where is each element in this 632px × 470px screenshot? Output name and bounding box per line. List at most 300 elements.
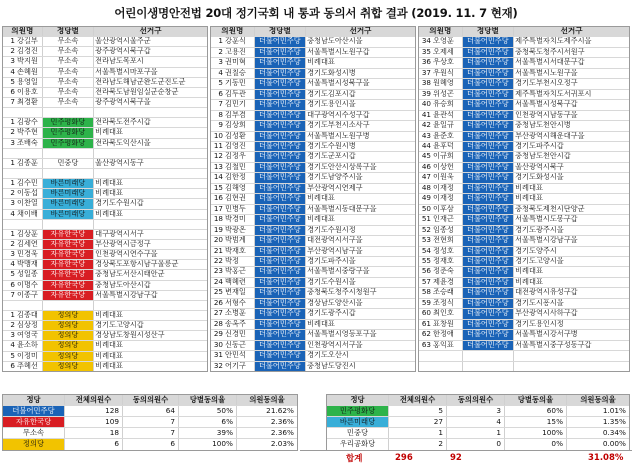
member-district: 경기도광주시갑 — [307, 309, 356, 318]
member-name — [3, 37, 43, 46]
member-party: 무소속 — [43, 37, 95, 46]
member-number: 43 — [421, 131, 431, 140]
member-name — [419, 226, 463, 235]
summary-table-left — [2, 394, 298, 451]
member-party — [43, 169, 95, 178]
member-name — [211, 69, 255, 78]
table-row — [419, 90, 629, 100]
member-name-text: 안민석 — [225, 351, 246, 360]
member-name — [211, 299, 255, 308]
member-table-1 — [2, 26, 208, 372]
table-row — [419, 341, 629, 351]
member-name-text: 한정애 — [433, 330, 454, 339]
summary-total: 128 — [65, 406, 123, 416]
member-number: 4 — [10, 341, 15, 350]
member-district: 경기도부천시소사구 — [307, 121, 370, 130]
member-name — [3, 159, 43, 168]
summary-row — [327, 417, 629, 428]
summary-party: 민중당 — [327, 428, 389, 438]
member-number: 36 — [421, 58, 431, 67]
table-row — [419, 142, 629, 152]
table-row — [419, 205, 629, 215]
member-party: 더불어민주당 — [463, 330, 515, 339]
member-party: 더불어민주당 — [255, 194, 307, 203]
member-party: 더불어민주당 — [463, 184, 515, 193]
table-row — [419, 69, 629, 79]
member-party: 무소속 — [43, 88, 95, 97]
member-name — [419, 121, 463, 130]
table-row — [3, 149, 207, 159]
member-name — [3, 352, 43, 361]
member-party: 무소속 — [43, 47, 95, 56]
member-name-text: 추혜선 — [17, 361, 38, 370]
table-row — [211, 142, 415, 152]
member-district: 경기도화성시병 — [307, 68, 356, 77]
member-name — [3, 139, 43, 148]
member-name — [211, 58, 255, 67]
member-number: 2 — [10, 189, 15, 198]
member-district: 경기도용인시을 — [307, 100, 356, 109]
member-district — [94, 169, 207, 178]
member-district: 대구광역시수성구갑 — [307, 110, 370, 119]
member-number: 5 — [218, 79, 223, 88]
member-party: 무소속 — [43, 98, 95, 107]
member-name — [211, 320, 255, 329]
member-party: 더불어민주당 — [463, 236, 515, 245]
member-number: 6 — [10, 361, 15, 370]
member-name — [211, 90, 255, 99]
member-number: 60 — [421, 309, 431, 318]
table-row — [419, 226, 629, 236]
member-district: 제주특별자치도서귀포시 — [515, 89, 592, 98]
member-party: 무소속 — [43, 68, 95, 77]
table-row — [211, 121, 415, 131]
member-party: 더불어민주당 — [255, 163, 307, 172]
header-district: 선거구 — [94, 27, 207, 36]
summary-header-cell: 동의의원수 — [123, 395, 179, 405]
member-party: 더불어민주당 — [255, 100, 307, 109]
member-party: 더불어민주당 — [255, 288, 307, 297]
summary-party-rate: 39% — [179, 428, 237, 438]
member-name-text: 김정우 — [225, 152, 246, 161]
summary-header-cell: 당별동의율 — [505, 395, 567, 405]
member-number: 7 — [10, 290, 15, 299]
member-name — [211, 278, 255, 287]
total-label: 합계 — [346, 453, 363, 464]
summary-header-cell: 전체의원수 — [389, 395, 447, 405]
member-number: 52 — [421, 225, 431, 234]
member-name — [3, 179, 43, 188]
member-name-text: 김부겸 — [225, 110, 246, 119]
summary-header-cell: 전체의원수 — [65, 395, 123, 405]
summary-party: 정의당 — [3, 439, 65, 450]
member-name-text: 소병훈 — [225, 309, 246, 318]
header-party: 정당별 — [463, 27, 515, 36]
member-name — [211, 163, 255, 172]
member-name — [419, 247, 463, 256]
summary-party: 무소속 — [3, 428, 65, 438]
member-district: 비례대표 — [95, 310, 123, 319]
header-party: 정당별 — [255, 27, 307, 36]
member-name — [211, 247, 255, 256]
summary-row — [327, 439, 629, 450]
member-district: 비례대표 — [515, 277, 543, 286]
member-party: 더불어민주당 — [255, 236, 307, 245]
member-number: 48 — [421, 183, 431, 192]
member-number: 3 — [10, 250, 15, 259]
member-party — [43, 149, 95, 158]
table-row — [419, 299, 629, 309]
table-row — [211, 100, 415, 110]
member-party: 더불어민주당 — [463, 69, 515, 78]
member-name-text: 윤준호 — [433, 131, 454, 140]
member-district: 울산광역시동구 — [95, 158, 144, 167]
member-party: 더불어민주당 — [255, 132, 307, 141]
member-number: 26 — [213, 298, 223, 307]
member-number: 24 — [213, 277, 223, 286]
member-party: 더불어민주당 — [255, 79, 307, 88]
member-party: 더불어민주당 — [255, 121, 307, 130]
member-number: 34 — [421, 37, 431, 46]
member-number: 58 — [421, 288, 431, 297]
table-row — [211, 37, 415, 47]
member-name — [211, 362, 255, 371]
table-row — [419, 194, 629, 204]
member-number: 42 — [421, 121, 431, 130]
table-row — [211, 69, 415, 79]
member-name-text: 윤관석 — [433, 110, 454, 119]
member-name — [419, 341, 463, 350]
member-district: 서울특별시영등포구을 — [307, 330, 377, 339]
table-row — [3, 57, 207, 67]
header-name: 의원명 — [3, 27, 43, 36]
member-district: 부산광역시남구을 — [307, 246, 363, 255]
summary-party-rate: 50% — [179, 406, 237, 416]
summary-agree: 3 — [447, 406, 505, 416]
member-number: 49 — [421, 194, 431, 203]
member-name-text: 이재정 — [433, 194, 454, 203]
member-party: 더불어민주당 — [463, 309, 515, 318]
member-district: 경기도군포시갑 — [307, 152, 356, 161]
summary-header — [327, 395, 629, 406]
member-number: 7 — [10, 97, 15, 106]
member-party: 바른미래당 — [43, 189, 95, 198]
member-district: 경기도수원시갑 — [95, 199, 144, 208]
member-name-text: 변재일 — [225, 288, 246, 297]
member-party — [463, 362, 515, 371]
member-name-text: 기동민 — [225, 79, 246, 88]
member-district: 경기도고양시갑 — [95, 321, 144, 330]
member-district: 비례대표 — [515, 194, 543, 203]
total-row — [300, 450, 632, 464]
member-name — [419, 330, 463, 339]
member-district: 대전광역시서구을 — [307, 236, 363, 245]
member-district: 충청남도아산시갑 — [95, 280, 151, 289]
member-number: 56 — [421, 267, 431, 276]
member-party: 더불어민주당 — [463, 142, 515, 151]
member-number: 4 — [10, 209, 15, 218]
member-party: 바른미래당 — [43, 199, 95, 208]
table-header — [3, 27, 207, 37]
member-number: 19 — [213, 225, 223, 234]
member-party: 바른미래당 — [43, 179, 95, 188]
member-name-text: 우원식 — [433, 68, 454, 77]
member-name — [3, 341, 43, 350]
summary-member-rate: 0.34% — [602, 428, 626, 437]
member-party: 더불어민주당 — [463, 278, 515, 287]
header-name: 의원명 — [211, 27, 255, 36]
member-name — [3, 281, 43, 290]
table-row — [419, 152, 629, 162]
member-name-text: 김수민 — [17, 179, 38, 188]
member-name — [419, 90, 463, 99]
table-row — [419, 215, 629, 225]
member-district: 비례대표 — [95, 128, 123, 137]
member-district: 서울특별시중구성동구갑 — [515, 340, 592, 349]
member-name — [211, 309, 255, 318]
member-number: 11 — [213, 141, 223, 150]
member-party: 더불어민주당 — [463, 288, 515, 297]
member-party: 정의당 — [43, 331, 95, 340]
member-district: 충청남도서산시태안군 — [95, 270, 165, 279]
member-name-text: 김철민 — [225, 162, 246, 171]
member-district: 경기도오산시 — [307, 351, 349, 360]
member-name — [419, 299, 463, 308]
member-party: 더불어민주당 — [255, 226, 307, 235]
member-name-text: 홍익표 — [433, 340, 454, 349]
table-row — [3, 220, 207, 230]
member-district: 광주광역시북구갑 — [95, 47, 151, 56]
member-name — [419, 142, 463, 151]
table-row — [419, 330, 629, 340]
member-name-text: 임종성 — [433, 225, 454, 234]
member-district: 서울특별시도봉구갑 — [515, 215, 578, 224]
member-name — [419, 267, 463, 276]
member-name-text: 박주현 — [17, 128, 38, 137]
member-district: 충청북도제천시단양군 — [515, 204, 585, 213]
summary-member-rate: 0.00% — [602, 439, 626, 448]
table-row — [3, 118, 207, 128]
member-district: 서울특별시강서구병 — [515, 330, 578, 339]
member-district: 비례대표 — [307, 319, 335, 328]
member-name-text: 김영진 — [225, 141, 246, 150]
member-name — [419, 132, 463, 141]
member-name — [419, 309, 463, 318]
member-party: 더불어민주당 — [463, 257, 515, 266]
member-name-text: 전현희 — [433, 236, 454, 245]
member-number: 5 — [10, 351, 15, 360]
table-row — [211, 79, 415, 89]
member-number: 5 — [10, 270, 15, 279]
member-name-text: 우상호 — [433, 58, 454, 67]
summary-party: 우리공화당 — [327, 439, 389, 450]
summary-party-rate: 100% — [179, 439, 237, 450]
table-row — [3, 108, 207, 118]
member-district: 대구광역시서구 — [95, 229, 144, 238]
member-name-text: 손혜원 — [17, 67, 38, 76]
table-row — [211, 341, 415, 351]
summary-total: 18 — [65, 428, 123, 438]
member-party: 정의당 — [43, 352, 95, 361]
member-name-text: 김민기 — [225, 100, 246, 109]
member-district: 비례대표 — [307, 215, 335, 224]
table-row — [3, 78, 207, 88]
member-name — [3, 78, 43, 87]
member-table-3 — [418, 26, 630, 372]
member-name — [211, 257, 255, 266]
member-district — [514, 362, 629, 371]
member-number: 25 — [213, 288, 223, 297]
table-row — [3, 179, 207, 189]
total-agree: 92 — [450, 452, 462, 463]
member-name-text: 이원욱 — [433, 173, 454, 182]
member-name-text: 권미혁 — [225, 58, 246, 67]
member-name — [419, 152, 463, 161]
member-number: 31 — [213, 351, 223, 360]
member-name — [419, 184, 463, 193]
member-name — [3, 210, 43, 219]
summary-header-cell: 정당 — [3, 395, 65, 405]
member-name-text: 권칠승 — [225, 68, 246, 77]
member-party: 정의당 — [43, 321, 95, 330]
member-name-text: 강훈식 — [225, 37, 246, 46]
member-district: 경상남도창원시성산구 — [95, 331, 165, 340]
summary-party-rate: 0% — [505, 439, 567, 450]
member-district: 서울특별시동대문구을 — [307, 204, 377, 213]
member-name-text: 민병두 — [225, 204, 246, 213]
member-number: 8 — [218, 110, 223, 119]
member-party: 더불어민주당 — [463, 173, 515, 182]
table-row — [211, 236, 415, 246]
member-number: 1 — [10, 118, 15, 127]
member-name-text: 채이배 — [17, 209, 38, 218]
member-name — [3, 68, 43, 77]
member-name — [419, 69, 463, 78]
member-party: 더불어민주당 — [255, 184, 307, 193]
summary-agree: 7 — [123, 428, 179, 438]
member-district: 서울특별시서대문구갑 — [515, 58, 585, 67]
member-name-text: 박정 — [225, 256, 239, 265]
table-row — [211, 351, 415, 361]
member-district: 경상남도양산시을 — [307, 298, 363, 307]
table-header — [419, 27, 629, 37]
summary-party: 바른미래당 — [327, 417, 389, 427]
member-name — [419, 236, 463, 245]
table-row — [419, 121, 629, 131]
member-party: 더불어민주당 — [463, 194, 515, 203]
member-name — [3, 321, 43, 330]
member-district: 충청남도당진시 — [307, 361, 356, 370]
member-district: 광주광역시북구을 — [95, 97, 151, 106]
table-row — [3, 210, 207, 220]
member-party: 자유한국당 — [43, 291, 95, 300]
member-name-text: 김세연 — [17, 239, 38, 248]
member-name — [3, 260, 43, 269]
summary-row — [3, 406, 297, 417]
member-district: 경기도김포시갑 — [307, 89, 356, 98]
table-row — [3, 301, 207, 311]
table-row — [211, 58, 415, 68]
member-party: 더불어민주당 — [463, 247, 515, 256]
member-party: 더불어민주당 — [255, 299, 307, 308]
member-party — [463, 351, 515, 360]
member-district: 경기도파주시갑 — [515, 141, 564, 150]
table-row — [211, 320, 415, 330]
member-party: 더불어민주당 — [255, 267, 307, 276]
member-name-text: 윤후덕 — [433, 141, 454, 150]
table-row — [211, 278, 415, 288]
member-name — [3, 240, 43, 249]
member-name-text: 정성호 — [433, 246, 454, 255]
member-name — [419, 215, 463, 224]
member-district: 충청남도천안시갑 — [515, 152, 571, 161]
member-district: 서울특별시마포구을 — [95, 67, 158, 76]
member-name-text: 정재호 — [433, 256, 454, 265]
member-name-text: 제윤경 — [433, 277, 454, 286]
summary-total: 1 — [389, 428, 447, 438]
summary-row — [327, 406, 629, 417]
table-row — [211, 299, 415, 309]
member-name-text: 박지원 — [17, 57, 38, 66]
member-number: 12 — [213, 152, 223, 161]
member-name — [3, 199, 43, 208]
member-number: 4 — [10, 260, 15, 269]
summary-agree: 7 — [123, 417, 179, 427]
member-party: 더불어민주당 — [255, 247, 307, 256]
member-district: 서울특별시성북구갑 — [515, 100, 578, 109]
member-number: 37 — [421, 68, 431, 77]
summary-header-cell: 의원동의율 — [237, 395, 297, 405]
table-row — [419, 257, 629, 267]
member-district: 서울특별시강남구을 — [515, 236, 578, 245]
page-title: 어린이생명안전법 20대 정기국회 내 통과 동의서 취합 결과 (2019. 11. 7 현재) — [114, 6, 518, 20]
summary-member-rate: 21.62% — [266, 406, 294, 415]
summary-member-rate: 2.03% — [270, 439, 294, 448]
table-row — [419, 163, 629, 173]
member-number: 3 — [10, 199, 15, 208]
member-name-text: 어기구 — [225, 361, 246, 370]
member-district: 전라북도전주시갑 — [95, 118, 151, 127]
member-name — [419, 58, 463, 67]
member-party: 더불어민주당 — [255, 152, 307, 161]
member-name-text: 이후삼 — [433, 204, 454, 213]
member-district — [94, 301, 207, 310]
member-district: 비례대표 — [95, 341, 123, 350]
member-name-text: 인재근 — [433, 215, 454, 224]
summary-total: 109 — [65, 417, 123, 427]
member-name-text: 최인호 — [433, 309, 454, 318]
member-number: 2 — [10, 47, 15, 56]
member-party: 더불어민주당 — [255, 257, 307, 266]
member-name — [3, 220, 43, 229]
member-number: 1 — [10, 179, 15, 188]
summary-party-rate: 60% — [505, 406, 567, 416]
member-party: 더불어민주당 — [255, 320, 307, 329]
member-name-text: 김경진 — [17, 47, 38, 56]
member-party: 더불어민주당 — [463, 215, 515, 224]
member-name-text: 위성곤 — [433, 89, 454, 98]
member-district: 경상북도포항시남구울릉군 — [95, 260, 179, 269]
member-district: 서울특별시노원구갑 — [307, 47, 370, 56]
member-party: 더불어민주당 — [463, 37, 515, 46]
member-district — [94, 108, 207, 117]
member-name — [3, 270, 43, 279]
total-rate: 31.08% — [588, 452, 624, 463]
table-row — [3, 37, 207, 47]
member-name — [419, 320, 463, 329]
member-district: 인천광역시남동구을 — [515, 110, 578, 119]
member-number: 29 — [213, 330, 223, 339]
